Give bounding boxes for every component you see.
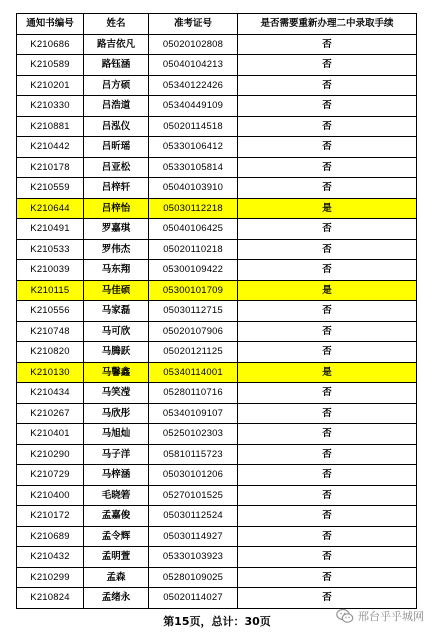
reapply-flag-cell: 是 xyxy=(238,198,417,219)
student-name-cell: 吕昕瑶 xyxy=(84,137,149,158)
reapply-flag-cell: 否 xyxy=(238,55,417,76)
reapply-flag-cell: 否 xyxy=(238,342,417,363)
notice-number-cell: K210400 xyxy=(17,485,84,506)
reapply-flag-cell: 否 xyxy=(238,321,417,342)
student-name-cell: 马腾跃 xyxy=(84,342,149,363)
reapply-flag-cell: 否 xyxy=(238,301,417,322)
reapply-flag-cell: 否 xyxy=(238,157,417,178)
reapply-flag-cell: 否 xyxy=(238,567,417,588)
reapply-flag-cell: 否 xyxy=(238,444,417,465)
exam-number-cell: 05300101709 xyxy=(149,280,238,301)
student-name-cell: 马可欣 xyxy=(84,321,149,342)
table-row xyxy=(17,198,417,219)
notice-number-cell: K210820 xyxy=(17,342,84,363)
exam-number-cell: 05330106412 xyxy=(149,137,238,158)
admission-roster-sheet xyxy=(16,13,416,609)
table-row xyxy=(17,260,417,281)
table-row xyxy=(17,444,417,465)
notice-number-cell: K210689 xyxy=(17,526,84,547)
exam-number-cell: 05020114518 xyxy=(149,116,238,137)
student-name-cell: 马东翔 xyxy=(84,260,149,281)
notice-number-cell: K210556 xyxy=(17,301,84,322)
table-row xyxy=(17,588,417,609)
reapply-flag-cell: 否 xyxy=(238,383,417,404)
student-name-cell: 路吉依凡 xyxy=(84,34,149,55)
exam-number-cell: 05330105814 xyxy=(149,157,238,178)
header-notice-number: 通知书编号 xyxy=(17,14,84,35)
student-name-cell: 马欣彤 xyxy=(84,403,149,424)
exam-number-cell: 05030112524 xyxy=(149,506,238,527)
student-name-cell: 吕梓怡 xyxy=(84,198,149,219)
exam-number-cell: 05280110716 xyxy=(149,383,238,404)
table-row xyxy=(17,424,417,445)
notice-number-cell: K210039 xyxy=(17,260,84,281)
exam-number-cell: 05030101206 xyxy=(149,465,238,486)
source-watermark xyxy=(336,608,424,624)
exam-number-cell: 05020121125 xyxy=(149,342,238,363)
student-name-cell: 马馨鑫 xyxy=(84,362,149,383)
student-name-cell: 吕浩道 xyxy=(84,96,149,117)
notice-number-cell: K210434 xyxy=(17,383,84,404)
table-row xyxy=(17,403,417,424)
student-name-cell: 毛晓箬 xyxy=(84,485,149,506)
reapply-flag-cell: 否 xyxy=(238,178,417,199)
exam-number-cell: 05020114027 xyxy=(149,588,238,609)
reapply-flag-cell: 否 xyxy=(238,403,417,424)
notice-number-cell: K210824 xyxy=(17,588,84,609)
exam-number-cell: 05020107906 xyxy=(149,321,238,342)
student-name-cell: 路钰涵 xyxy=(84,55,149,76)
admission-roster-table xyxy=(16,13,417,609)
reapply-flag-cell: 否 xyxy=(238,96,417,117)
reapply-flag-cell: 否 xyxy=(238,465,417,486)
notice-number-cell: K210644 xyxy=(17,198,84,219)
table-row xyxy=(17,55,417,76)
student-name-cell: 马笑滢 xyxy=(84,383,149,404)
student-name-cell: 马家磊 xyxy=(84,301,149,322)
header-exam-number: 准考证号 xyxy=(149,14,238,35)
exam-number-cell: 05040103910 xyxy=(149,178,238,199)
reapply-flag-cell: 否 xyxy=(238,116,417,137)
student-name-cell: 马梓涵 xyxy=(84,465,149,486)
student-name-cell: 孟森 xyxy=(84,567,149,588)
student-name-cell: 孟绪永 xyxy=(84,588,149,609)
notice-number-cell: K210729 xyxy=(17,465,84,486)
notice-number-cell: K210686 xyxy=(17,34,84,55)
student-name-cell: 孟明萱 xyxy=(84,547,149,568)
exam-number-cell: 05270101525 xyxy=(149,485,238,506)
exam-number-cell: 05330103923 xyxy=(149,547,238,568)
table-row xyxy=(17,506,417,527)
exam-number-cell: 05030112218 xyxy=(149,198,238,219)
notice-number-cell: K210115 xyxy=(17,280,84,301)
student-name-cell: 马佳硕 xyxy=(84,280,149,301)
table-row xyxy=(17,342,417,363)
reapply-flag-cell: 否 xyxy=(238,137,417,158)
table-row xyxy=(17,157,417,178)
exam-number-cell: 05300109422 xyxy=(149,260,238,281)
student-name-cell: 孟令辉 xyxy=(84,526,149,547)
notice-number-cell: K210442 xyxy=(17,137,84,158)
table-body xyxy=(17,34,417,608)
table-row xyxy=(17,567,417,588)
exam-number-cell: 05340122426 xyxy=(149,75,238,96)
header-name: 姓名 xyxy=(84,14,149,35)
exam-number-cell: 05340109107 xyxy=(149,403,238,424)
table-row xyxy=(17,34,417,55)
notice-number-cell: K210533 xyxy=(17,239,84,260)
student-name-cell: 罗嘉琪 xyxy=(84,219,149,240)
table-row xyxy=(17,362,417,383)
table-row xyxy=(17,75,417,96)
notice-number-cell: K210559 xyxy=(17,178,84,199)
notice-number-cell: K210290 xyxy=(17,444,84,465)
exam-number-cell: 05040104213 xyxy=(149,55,238,76)
exam-number-cell: 05030112715 xyxy=(149,301,238,322)
exam-number-cell: 05040106425 xyxy=(149,219,238,240)
header-reapply-required: 是否需要重新办理二中录取手续 xyxy=(238,14,417,35)
notice-number-cell: K210178 xyxy=(17,157,84,178)
reapply-flag-cell: 否 xyxy=(238,547,417,568)
student-name-cell: 吕方硕 xyxy=(84,75,149,96)
student-name-cell: 吕梓轩 xyxy=(84,178,149,199)
table-row xyxy=(17,465,417,486)
notice-number-cell: K210748 xyxy=(17,321,84,342)
reapply-flag-cell: 否 xyxy=(238,424,417,445)
student-name-cell: 马子洋 xyxy=(84,444,149,465)
table-row xyxy=(17,383,417,404)
notice-number-cell: K210401 xyxy=(17,424,84,445)
table-row xyxy=(17,239,417,260)
table-row xyxy=(17,116,417,137)
reapply-flag-cell: 是 xyxy=(238,362,417,383)
notice-number-cell: K210172 xyxy=(17,506,84,527)
reapply-flag-cell: 否 xyxy=(238,588,417,609)
exam-number-cell: 05810115723 xyxy=(149,444,238,465)
student-name-cell: 马旭灿 xyxy=(84,424,149,445)
reapply-flag-cell: 否 xyxy=(238,506,417,527)
exam-number-cell: 05280109025 xyxy=(149,567,238,588)
notice-number-cell: K210589 xyxy=(17,55,84,76)
exam-number-cell: 05020110218 xyxy=(149,239,238,260)
notice-number-cell: K210432 xyxy=(17,547,84,568)
student-name-cell: 吕泓仪 xyxy=(84,116,149,137)
table-row xyxy=(17,526,417,547)
exam-number-cell: 05030114927 xyxy=(149,526,238,547)
table-row xyxy=(17,321,417,342)
wechat-logo-icon xyxy=(336,608,354,624)
table-header-row xyxy=(17,14,417,35)
table-row xyxy=(17,96,417,117)
reapply-flag-cell: 否 xyxy=(238,485,417,506)
exam-number-cell: 05250102303 xyxy=(149,424,238,445)
notice-number-cell: K210267 xyxy=(17,403,84,424)
notice-number-cell: K210201 xyxy=(17,75,84,96)
reapply-flag-cell: 否 xyxy=(238,34,417,55)
exam-number-cell: 05340449109 xyxy=(149,96,238,117)
table-row xyxy=(17,280,417,301)
reapply-flag-cell: 否 xyxy=(238,219,417,240)
notice-number-cell: K210330 xyxy=(17,96,84,117)
reapply-flag-cell: 否 xyxy=(238,260,417,281)
student-name-cell: 罗伟杰 xyxy=(84,239,149,260)
student-name-cell: 孟嘉俊 xyxy=(84,506,149,527)
exam-number-cell: 05020102808 xyxy=(149,34,238,55)
exam-number-cell: 05340114001 xyxy=(149,362,238,383)
table-row xyxy=(17,219,417,240)
notice-number-cell: K210881 xyxy=(17,116,84,137)
table-row xyxy=(17,485,417,506)
reapply-flag-cell: 否 xyxy=(238,75,417,96)
reapply-flag-cell: 否 xyxy=(238,526,417,547)
reapply-flag-cell: 是 xyxy=(238,280,417,301)
notice-number-cell: K210299 xyxy=(17,567,84,588)
table-row xyxy=(17,547,417,568)
table-row xyxy=(17,137,417,158)
notice-number-cell: K210491 xyxy=(17,219,84,240)
watermark-text: 邢台乎乎城网 xyxy=(358,610,424,623)
reapply-flag-cell: 否 xyxy=(238,239,417,260)
page-footer: 第15页，总计：30页 xyxy=(163,615,271,628)
student-name-cell: 吕亚松 xyxy=(84,157,149,178)
notice-number-cell: K210130 xyxy=(17,362,84,383)
table-row xyxy=(17,178,417,199)
table-row xyxy=(17,301,417,322)
